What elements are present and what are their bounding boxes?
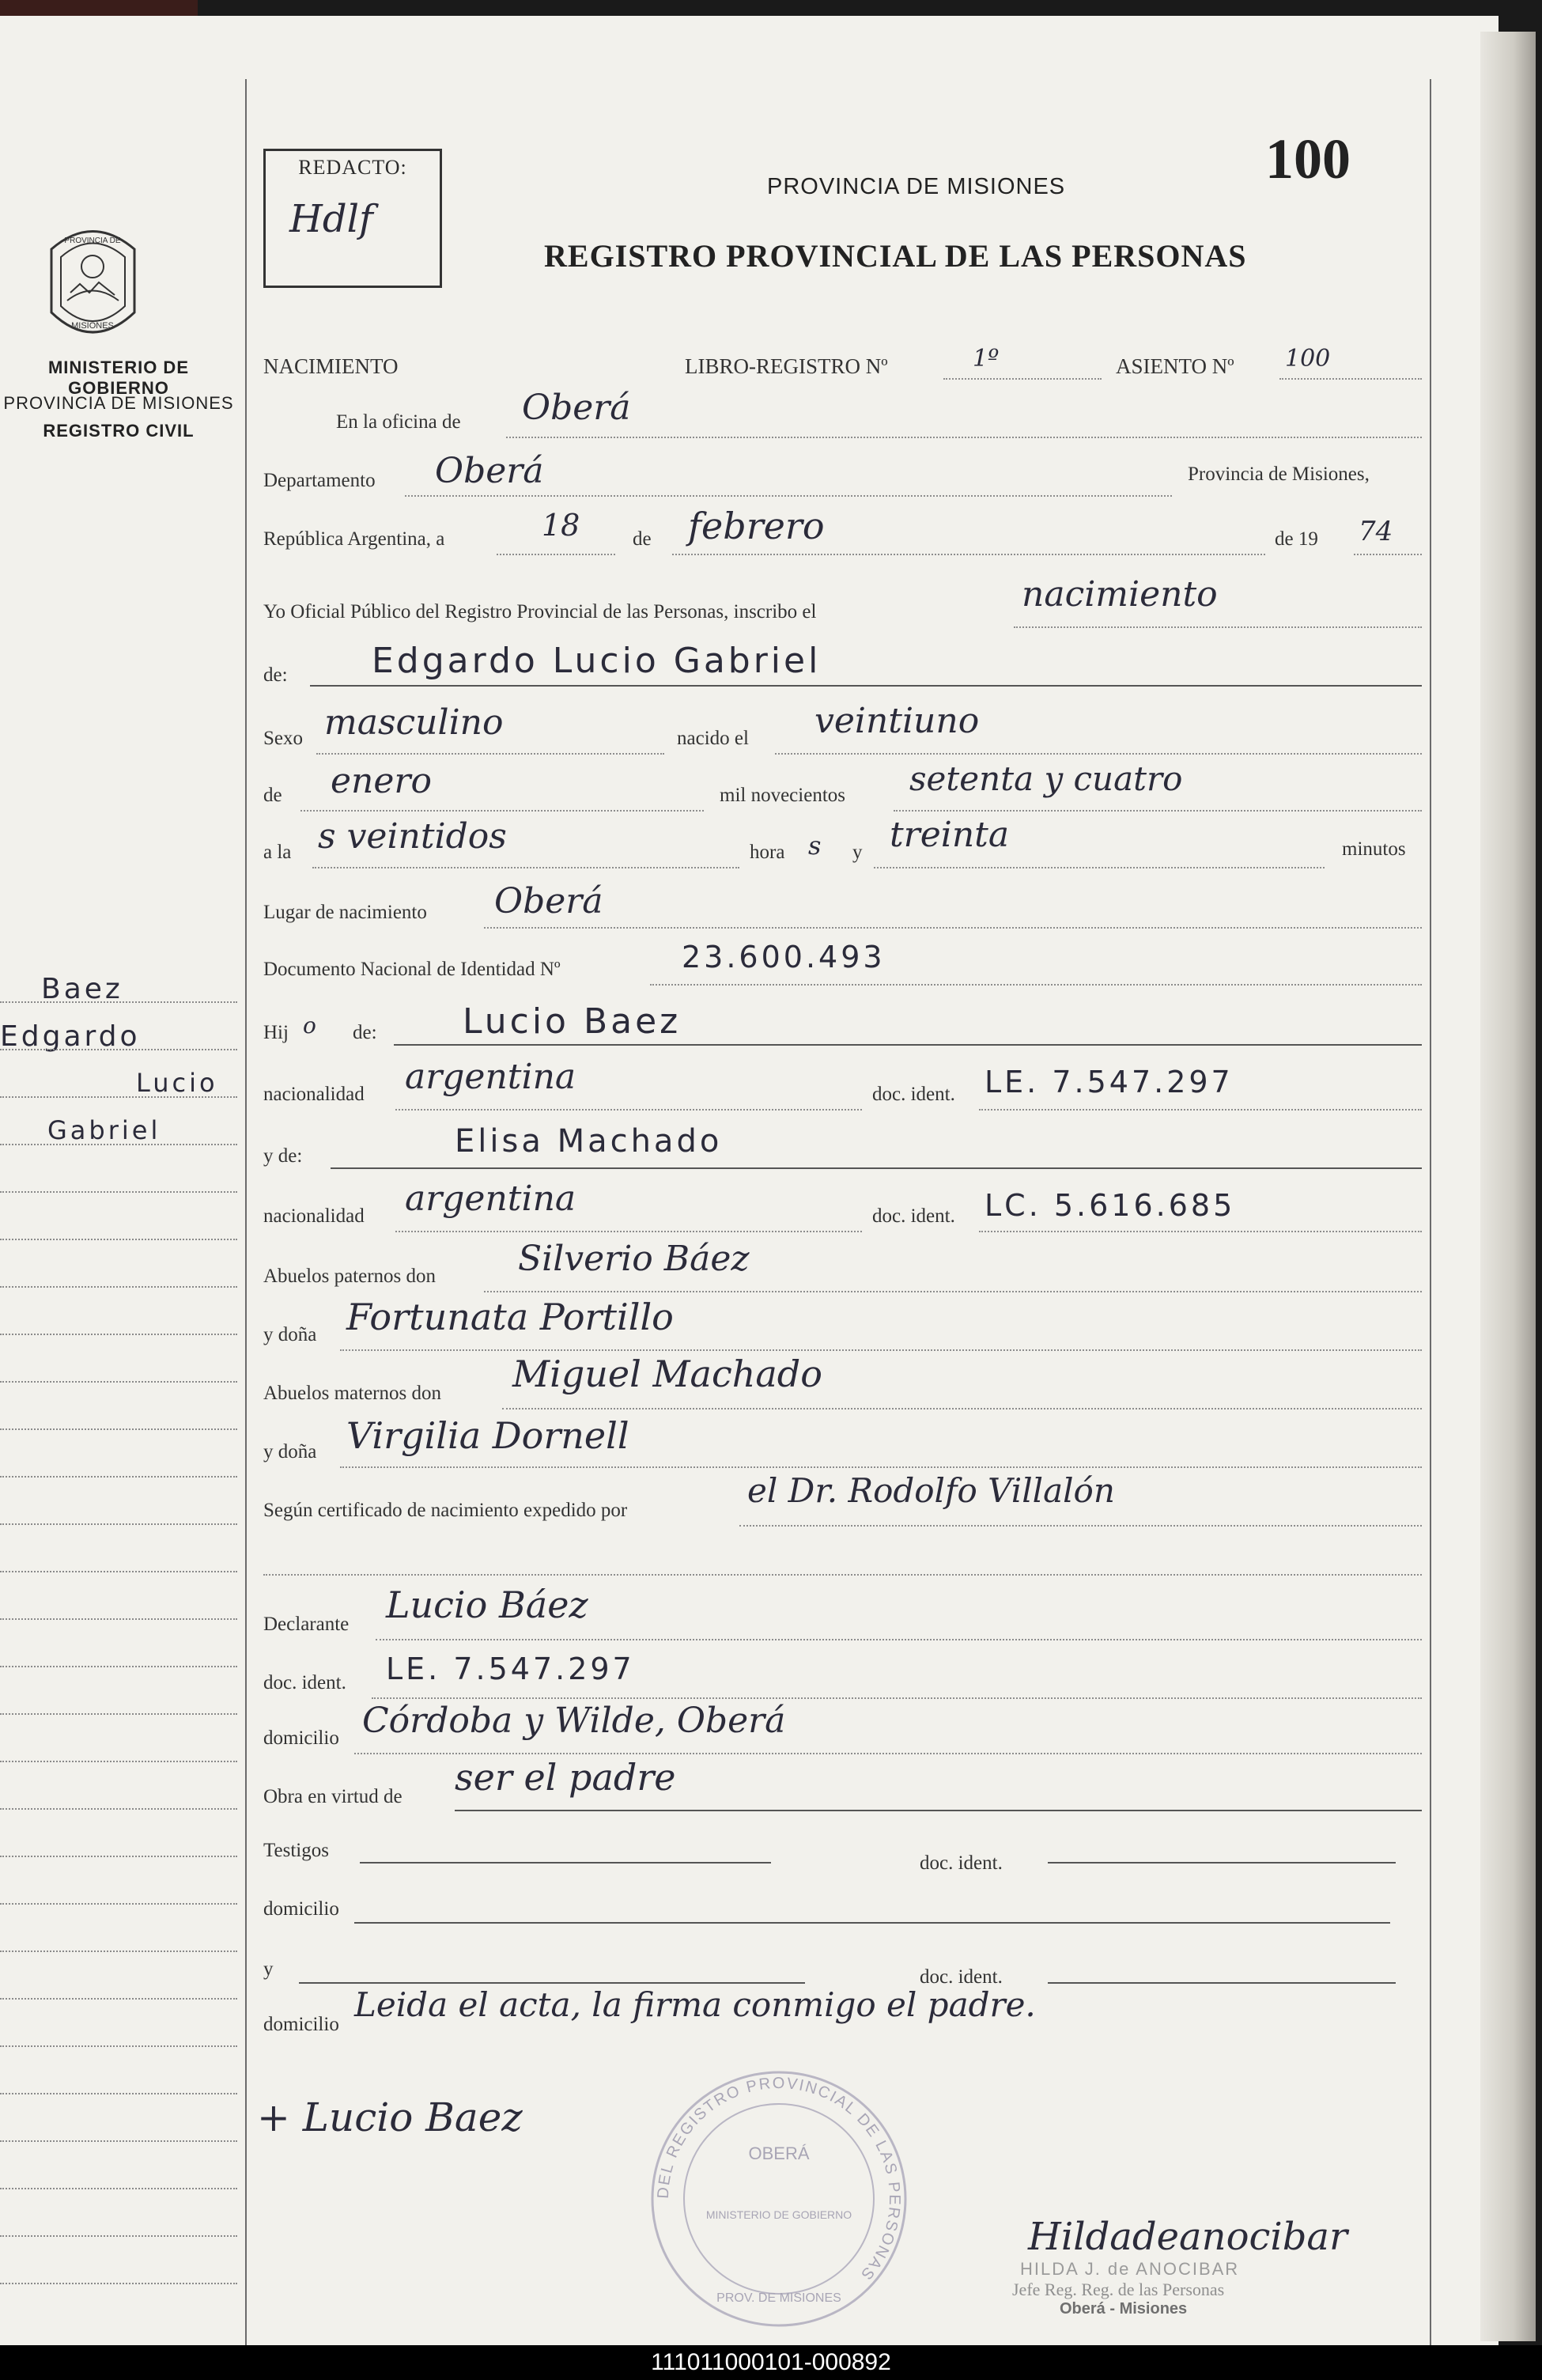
abuela-paterna-field: [340, 1349, 1422, 1351]
abuelos-maternos-field: [502, 1408, 1422, 1409]
stub-name-3: Gabriel: [47, 1115, 161, 1145]
nacionalidad-madre-label: nacionalidad: [263, 1205, 365, 1227]
libro-field: [943, 378, 1102, 380]
doc-testigo-2-label: doc. ident.: [920, 1966, 1003, 1988]
domicilio-testigo-2-label: domicilio: [263, 2014, 339, 2035]
doc-madre-value: LC. 5.616.685: [985, 1188, 1236, 1223]
stub-rule: [0, 1001, 237, 1003]
nacido-value: veintiuno: [814, 701, 980, 741]
dni-value: 23.600.493: [682, 940, 886, 974]
stamp-ring-text: DEL REGISTRO PROVINCIAL DE LAS PERSONAS: [654, 2074, 904, 2284]
doc-madre-label: doc. ident.: [872, 1205, 955, 1227]
madre-field: [331, 1167, 1422, 1169]
segun-label: Según certificado de nacimiento expedido por: [263, 1500, 628, 1521]
asiento-value: 100: [1285, 345, 1331, 373]
padre-value: Lucio Baez: [463, 1001, 682, 1042]
mes-nac-field: [300, 810, 704, 812]
doc-declarante-value: LE. 7.547.297: [386, 1652, 635, 1686]
stub-rule: [0, 1286, 237, 1288]
mil-value: setenta y cuatro: [909, 759, 1183, 798]
sexo-label: Sexo: [263, 728, 303, 749]
stub-rule: [0, 2188, 237, 2189]
mil-field: [894, 810, 1422, 812]
domicilio-declarante-label: domicilio: [263, 1727, 339, 1749]
segun-field: [739, 1525, 1422, 1527]
stub-rule: [0, 1476, 237, 1478]
signature-title: Jefe Reg. Reg. de las Personas: [1012, 2280, 1225, 2299]
redacto-value: Hdlf: [289, 197, 373, 241]
stub-rule: [0, 1761, 237, 1762]
doc-declarante-label: doc. ident.: [263, 1672, 346, 1693]
abuela-materna-label: y doña: [263, 1441, 317, 1462]
testigos-label: Testigos: [263, 1840, 329, 1861]
inscribo-value: nacimiento: [1022, 574, 1218, 615]
declarante-value: Lucio Báez: [386, 1584, 588, 1626]
doc-padre-value: LE. 7.547.297: [985, 1065, 1234, 1099]
firma-declarante: + Lucio Baez: [257, 2094, 523, 2140]
stub-rule: [0, 1666, 237, 1667]
stub-rule: [0, 1191, 237, 1193]
anio-label: de 19: [1275, 528, 1318, 550]
mes-nac-value: enero: [331, 761, 432, 801]
nombre-value: Edgardo Lucio Gabriel: [372, 641, 822, 681]
inscribo-field: [1014, 626, 1422, 628]
dia-field: [497, 554, 615, 555]
departamento-label: Departamento: [263, 470, 376, 491]
y-testigo-2-label: y: [263, 1958, 274, 1980]
a-la-label: a la: [263, 842, 292, 863]
doc-padre-field: [979, 1109, 1422, 1111]
stub-rule: [0, 2283, 237, 2284]
sexo-field: [316, 753, 664, 755]
nacido-label: nacido el: [677, 728, 749, 749]
perforation-line: [245, 79, 247, 2357]
abuela-materna-value: Virgilia Dornell: [346, 1414, 629, 1457]
oficina-label: En la oficina de: [336, 411, 461, 433]
departamento-field: [405, 495, 1172, 497]
minutos-label: minutos: [1342, 838, 1406, 860]
sexo-value: masculino: [324, 702, 504, 743]
stub-rule: [0, 1856, 237, 1857]
abuelos-paternos-value: Silverio Báez: [518, 1239, 750, 1279]
lugar-field: [484, 927, 1422, 929]
nacionalidad-padre-field: [395, 1109, 862, 1111]
republica-label: República Argentina, a: [263, 528, 445, 550]
stamp-center-text: OBERÁ: [748, 2144, 810, 2163]
de-label: de: [633, 528, 652, 550]
nacionalidad-padre-label: nacionalidad: [263, 1084, 365, 1105]
stub-rule: [0, 1144, 237, 1145]
official-signature: Hildadeanocibar: [1028, 2215, 1347, 2259]
asiento-label: ASIENTO Nº: [1116, 354, 1234, 378]
dni-field: [650, 984, 1422, 986]
dni-label: Documento Nacional de Identidad Nº: [263, 959, 561, 980]
signature-name: HILDA J. de ANOCIBAR: [1020, 2259, 1240, 2279]
stub-rule: [0, 1049, 237, 1050]
hijo-label: Hij: [263, 1022, 289, 1043]
nacionalidad-madre-field: [395, 1231, 862, 1232]
abuela-paterna-label: y doña: [263, 1324, 317, 1345]
doc-padre-label: doc. ident.: [872, 1084, 955, 1105]
anio-field: [1354, 554, 1422, 555]
lugar-label: Lugar de nacimiento: [263, 902, 427, 923]
stub-rule: [0, 1334, 237, 1335]
doc-testigo-2-field: [1048, 1982, 1396, 1984]
minutos-field: [874, 867, 1325, 868]
mil-label: mil novecientos: [720, 785, 845, 806]
stub-rule: [0, 1239, 237, 1240]
oficina-field: [506, 437, 1422, 438]
y-de-label: y de:: [263, 1145, 303, 1167]
testigo-1-field: [360, 1862, 771, 1864]
nacimiento-label: NACIMIENTO: [263, 354, 399, 378]
de-mes-label: de: [263, 785, 282, 806]
hijo-de-label: de:: [353, 1022, 377, 1043]
doc-testigo-1-label: doc. ident.: [920, 1852, 1003, 1874]
segun-value: el Dr. Rodolfo Villalón: [747, 1471, 1115, 1510]
minutos-value: treinta: [890, 815, 1010, 855]
redacto-box: [263, 149, 442, 288]
departamento-value: Oberá: [435, 451, 544, 491]
hijo-suffix: o: [303, 1012, 316, 1039]
y-label: y: [852, 842, 863, 863]
stamp-inner-text: MINISTERIO DE GOBIERNO: [705, 2208, 852, 2221]
stub-rule: [0, 1713, 237, 1715]
domicilio-testigo-1-label: domicilio: [263, 1898, 339, 1920]
abuela-materna-field: [340, 1466, 1422, 1468]
stub-rule: [0, 2140, 237, 2142]
stub-rule: [0, 1618, 237, 1620]
provincial-seal: [43, 218, 142, 352]
folio-number: 100: [1265, 127, 1351, 191]
stub-rule: [0, 1571, 237, 1572]
declarante-field: [376, 1639, 1422, 1640]
oficial-text: Yo Oficial Público del Registro Provincial de las Personas, inscribo el: [263, 601, 817, 622]
register-page: [0, 16, 1499, 2345]
libro-value: 1º: [973, 345, 1000, 373]
abuelos-maternos-value: Miguel Machado: [512, 1353, 822, 1395]
doc-declarante-field: [372, 1697, 1422, 1699]
domicilio-declarante-field: [354, 1753, 1422, 1754]
de-nombre-label: de:: [263, 664, 288, 686]
stub-name-1: Edgardo: [0, 1020, 141, 1053]
stub-ministry: MINISTERIO DE GOBIERNO: [47, 358, 189, 398]
mes-field: [672, 554, 1265, 555]
nombre-field: [310, 685, 1422, 687]
stub-rule: [0, 2093, 237, 2094]
official-stamp: [648, 2064, 909, 2333]
padre-field: [394, 1044, 1422, 1046]
nacido-field: [775, 753, 1422, 755]
stub-rule: [0, 1808, 237, 1810]
abuelos-paternos-field: [484, 1291, 1422, 1292]
right-border-line: [1430, 79, 1431, 2357]
stub-rule: [0, 1381, 237, 1383]
testigo-2-field: [299, 1982, 805, 1984]
obra-value: ser el padre: [455, 1756, 676, 1799]
seal-top-text: PROVINCIA DE: [64, 236, 121, 245]
page-title: REGISTRO PROVINCIAL DE LAS PERSONAS: [544, 238, 1247, 274]
declarante-label: Declarante: [263, 1614, 350, 1635]
mes-value: febrero: [688, 505, 825, 547]
abuelos-maternos-label: Abuelos maternos don: [263, 1383, 441, 1404]
obra-label: Obra en virtud de: [263, 1786, 403, 1807]
signature-place: Oberá - Misiones: [1060, 2300, 1188, 2318]
hora-value: s veintidos: [318, 816, 507, 857]
stub-rule: [0, 2235, 237, 2237]
hora-label: hora: [750, 842, 785, 863]
stub-rule: [0, 1096, 237, 1098]
obra-field: [455, 1810, 1422, 1811]
doc-madre-field: [979, 1231, 1422, 1232]
domicilio-testigo-1-field: [354, 1922, 1390, 1924]
dia-value: 18: [542, 508, 580, 543]
stub-rule: [0, 1903, 237, 1905]
archive-code: 111011000101-000892: [0, 2345, 1542, 2380]
madre-value: Elisa Machado: [455, 1123, 723, 1160]
header-province: PROVINCIA DE MISIONES: [767, 174, 1066, 199]
nacionalidad-madre-value: argentina: [405, 1179, 576, 1219]
nacionalidad-padre-value: argentina: [405, 1057, 576, 1097]
page-stack-edge: [1480, 32, 1536, 2341]
segun-field-2: [263, 1574, 1422, 1576]
official-signature-block: [1012, 2215, 1347, 2318]
libro-label: LIBRO-REGISTRO Nº: [685, 354, 888, 378]
anio-value: 74: [1359, 516, 1393, 547]
stub-surname: Baez: [41, 973, 123, 1005]
stub-name-2: Lucio: [136, 1068, 218, 1098]
stub-rule: [0, 1428, 237, 1430]
stub-registry: REGISTRO CIVIL: [43, 421, 195, 441]
stamp-bottom-text: PROV. DE MISIONES: [716, 2291, 841, 2305]
doc-testigo-1-field: [1048, 1862, 1396, 1864]
stub-rule: [0, 2045, 237, 2047]
asiento-field: [1279, 378, 1422, 380]
hora-suffix: s: [808, 831, 822, 861]
abuelos-paternos-label: Abuelos paternos don: [263, 1266, 437, 1287]
seal-bottom-text: MISIONES: [71, 321, 114, 331]
stub-rule: [0, 1998, 237, 2000]
lugar-value: Oberá: [494, 881, 603, 921]
oficina-value: Oberá: [522, 388, 631, 428]
stub-rule: [0, 1951, 237, 1952]
stub-province: PROVINCIA DE MISIONES: [3, 393, 234, 413]
stub-rule: [0, 1523, 237, 1525]
provincia-label: Provincia de Misiones,: [1188, 464, 1370, 485]
hora-field: [312, 867, 739, 868]
lectura-value: Leida el acta, la firma conmigo el padre.: [354, 1985, 1036, 2024]
domicilio-declarante-value: Córdoba y Wilde, Oberá: [362, 1701, 786, 1741]
redacto-label: REDACTO:: [298, 156, 407, 179]
abuela-paterna-value: Fortunata Portillo: [346, 1296, 674, 1338]
